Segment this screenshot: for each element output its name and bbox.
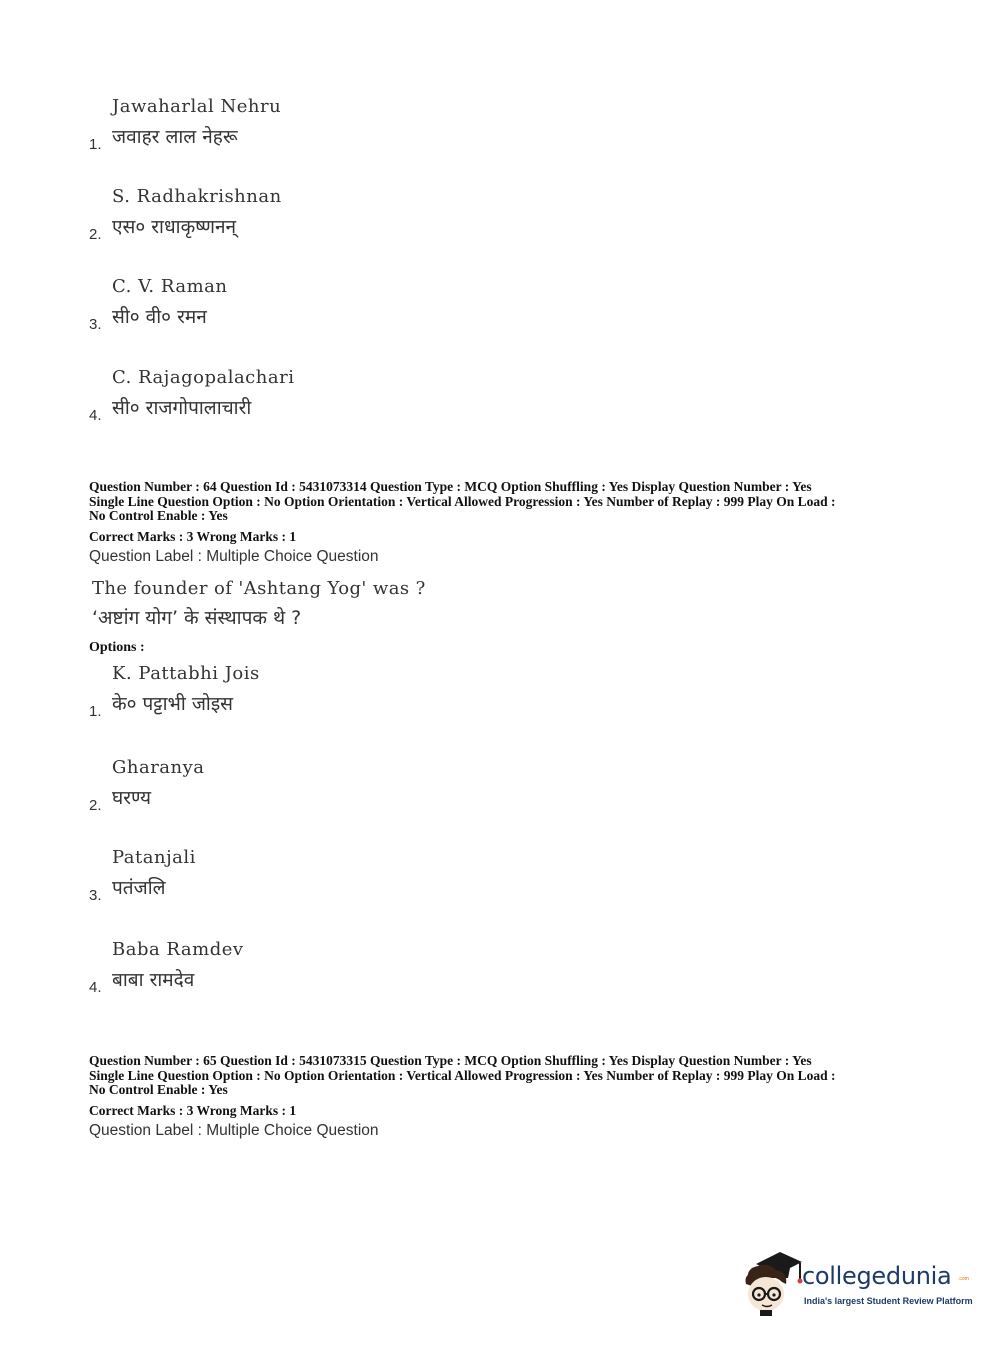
option-number: 4. (89, 979, 102, 996)
option-text-en: C. V. Raman (112, 276, 228, 297)
option-number: 3. (89, 316, 102, 333)
option-text-hi: घरण्य (112, 787, 152, 809)
meta-line: Single Line Question Option : No Option Orientation : Vertical Allowed Progression : Yes Number of Replay : 999 Play On Load : (89, 1067, 836, 1083)
question-64-text-hi: ‘अष्टांग योग’ के संस्थापक थे ? (92, 607, 302, 629)
logo-domain-suffix: .com (958, 1276, 969, 1282)
option-text-hi: के० पट्टाभी जोइस (112, 693, 234, 715)
option-text-hi: सी० वी० रमन (112, 306, 207, 328)
question-64-marks: Correct Marks : 3 Wrong Marks : 1 (89, 529, 297, 544)
option-text-en: Patanjali (112, 847, 196, 868)
meta-line: Question Number : 65 Question Id : 5431073315 Question Type : MCQ Option Shuffling : Yes Display Question Number : Yes (89, 1053, 812, 1068)
option-number: 4. (89, 407, 102, 424)
option-text-en: Baba Ramdev (112, 939, 244, 960)
question-64-meta (89, 480, 919, 524)
prev-option-4 (0, 367, 600, 437)
logo-wordmark: collegedunia (802, 1262, 952, 1290)
prev-option-2 (0, 186, 600, 256)
q64-option-2 (0, 757, 600, 827)
question-64-label: Question Label : Multiple Choice Question (89, 548, 379, 565)
option-text-hi: एस० राधाकृष्णनन् (112, 216, 237, 238)
prev-option-3 (0, 276, 600, 346)
question-65-meta (89, 1054, 919, 1098)
option-number: 2. (89, 797, 102, 814)
option-text-hi: बाबा रामदेव (112, 969, 195, 991)
collegedunia-logo (742, 1250, 972, 1320)
option-number: 1. (89, 136, 102, 153)
option-text-en: C. Rajagopalachari (112, 367, 295, 388)
option-number: 1. (89, 703, 102, 720)
mascot-icon (742, 1250, 804, 1316)
option-text-hi: सी० राजगोपालाचारी (112, 397, 252, 419)
meta-line: Single Line Question Option : No Option Orientation : Vertical Allowed Progression : Yes Number of Replay : 999 Play On Load : (89, 493, 836, 509)
option-text-en: Gharanya (112, 757, 205, 778)
q64-option-4 (0, 939, 600, 1009)
prev-option-1 (0, 96, 600, 166)
option-number: 3. (89, 887, 102, 904)
option-text-en: K. Pattabhi Jois (112, 663, 260, 684)
logo-tagline: India's largest Student Review Platform (804, 1296, 973, 1306)
question-65-marks: Correct Marks : 3 Wrong Marks : 1 (89, 1103, 297, 1118)
option-text-hi: जवाहर लाल नेहरू (112, 126, 238, 148)
option-text-hi: पतंजलि (112, 877, 166, 899)
q64-option-3 (0, 847, 600, 917)
question-64-text-en: The founder of 'Ashtang Yog' was ? (92, 578, 426, 599)
options-label: Options : (89, 640, 145, 655)
meta-line: Question Number : 64 Question Id : 5431073314 Question Type : MCQ Option Shuffling : Yes Display Question Number : Yes (89, 479, 812, 494)
option-text-en: Jawaharlal Nehru (112, 96, 282, 117)
option-text-en: S. Radhakrishnan (112, 186, 282, 207)
meta-line: No Control Enable : Yes (89, 1082, 228, 1097)
meta-line: No Control Enable : Yes (89, 508, 228, 523)
option-number: 2. (89, 226, 102, 243)
question-65-label: Question Label : Multiple Choice Question (89, 1122, 379, 1139)
q64-option-1 (0, 663, 600, 733)
